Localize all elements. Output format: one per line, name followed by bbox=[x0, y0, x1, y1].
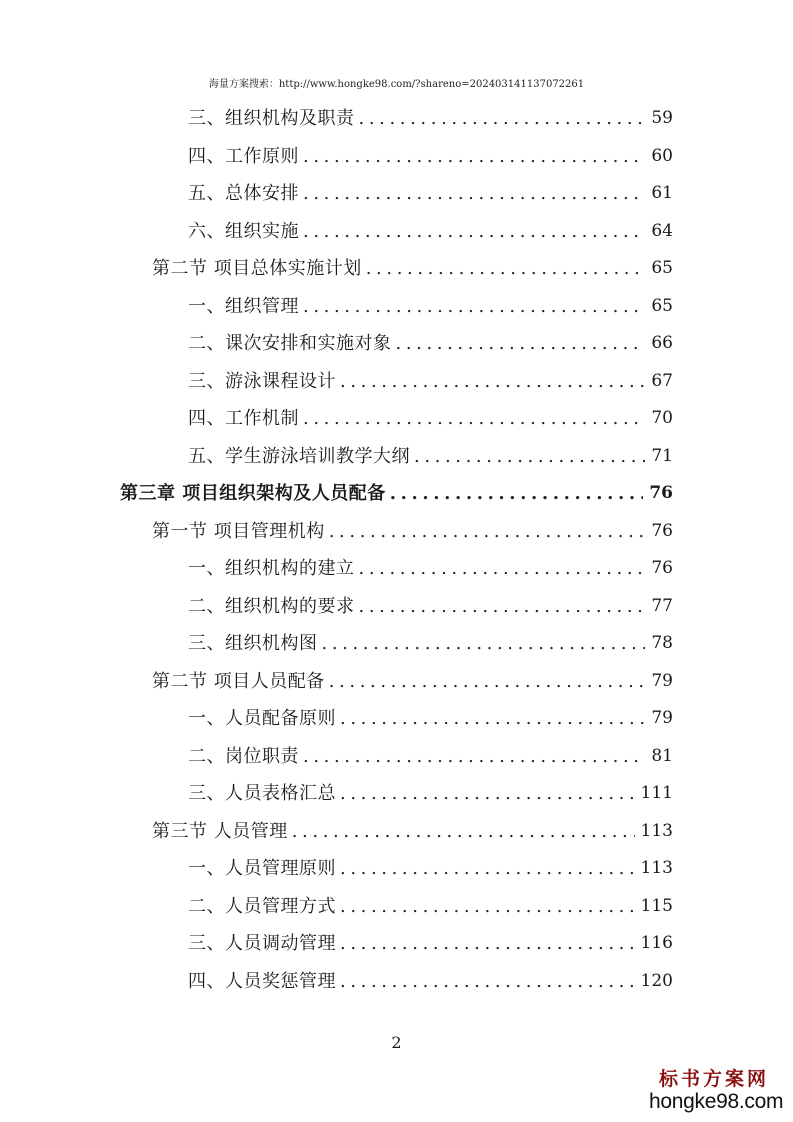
toc-dot-leader bbox=[340, 850, 635, 888]
toc-dot-leader bbox=[340, 363, 645, 401]
toc-entry[interactable] bbox=[188, 363, 673, 401]
header-search-note: 海量方案搜索：http://www.hongke98.com/?shareno=202403141137072261 bbox=[208, 79, 585, 90]
toc-entry[interactable] bbox=[120, 475, 673, 513]
toc-entry-label: 三、组织机构图 bbox=[188, 633, 318, 654]
toc-entry-page: 76 bbox=[649, 483, 673, 503]
toc-entry-page: 116 bbox=[640, 933, 673, 953]
toc-dot-leader bbox=[303, 738, 645, 776]
toc-dot-leader bbox=[329, 663, 646, 701]
toc-entry-label: 三、人员调动管理 bbox=[188, 933, 336, 954]
toc-entry-label: 第三章 项目组织架构及人员配备 bbox=[120, 483, 386, 504]
toc-dot-leader bbox=[340, 925, 635, 963]
toc-entry[interactable] bbox=[188, 213, 673, 251]
toc-entry-label: 四、人员奖惩管理 bbox=[188, 970, 336, 992]
toc-entry-label: 五、总体安排 bbox=[188, 183, 299, 204]
toc-entry-page: 61 bbox=[651, 183, 673, 203]
toc-entry-page: 76 bbox=[651, 558, 673, 578]
toc-entry-page: 81 bbox=[651, 745, 673, 766]
toc-dot-leader bbox=[414, 438, 645, 476]
toc-dot-leader bbox=[359, 550, 646, 588]
toc-entry-label: 一、人员配备原则 bbox=[188, 708, 336, 729]
toc-entry[interactable] bbox=[188, 850, 673, 888]
toc-entry-label: 三、游泳课程设计 bbox=[188, 370, 336, 392]
toc-dot-leader bbox=[329, 513, 646, 551]
toc-dot-leader bbox=[396, 325, 646, 363]
toc-entry[interactable] bbox=[152, 663, 673, 701]
toc-dot-leader bbox=[303, 138, 645, 176]
toc-entry-label: 三、组织机构及职责 bbox=[188, 108, 355, 129]
toc-entry-label: 第二节 项目总体实施计划 bbox=[152, 258, 362, 279]
toc-entry[interactable] bbox=[188, 963, 673, 1001]
toc-entry-page: 65 bbox=[651, 295, 673, 316]
toc-entry[interactable] bbox=[188, 888, 673, 926]
toc-entry[interactable] bbox=[188, 700, 673, 738]
toc-entry-page: 79 bbox=[651, 670, 673, 691]
toc-dot-leader bbox=[322, 625, 646, 663]
toc-entry[interactable] bbox=[188, 100, 673, 138]
toc-entry-label: 三、人员表格汇总 bbox=[188, 783, 336, 804]
toc-entry-page: 78 bbox=[651, 633, 673, 653]
toc-entry-label: 二、人员管理方式 bbox=[188, 895, 336, 917]
toc-entry-page: 115 bbox=[640, 895, 673, 916]
toc-entry[interactable] bbox=[188, 438, 673, 476]
toc-dot-leader bbox=[359, 100, 646, 138]
toc-entry-label: 第一节 项目管理机构 bbox=[152, 520, 325, 542]
toc-dot-leader bbox=[340, 775, 635, 813]
toc-entry-page: 59 bbox=[651, 108, 673, 128]
toc-entry-page: 66 bbox=[651, 333, 673, 353]
toc-entry[interactable] bbox=[152, 513, 673, 551]
toc-entry-label: 五、学生游泳培训教学大纲 bbox=[188, 445, 410, 467]
toc-entry-page: 111 bbox=[640, 783, 673, 803]
toc-entry-page: 65 bbox=[651, 258, 673, 278]
toc-entry-page: 71 bbox=[651, 445, 673, 466]
toc-entry-label: 一、组织机构的建立 bbox=[188, 558, 355, 579]
toc-entry-page: 79 bbox=[651, 708, 673, 728]
toc-entry[interactable] bbox=[188, 400, 673, 438]
toc-entry-label: 第三节 人员管理 bbox=[152, 820, 288, 842]
toc-entry-label: 一、组织管理 bbox=[188, 295, 299, 317]
toc-entry-page: 113 bbox=[640, 820, 673, 841]
toc-dot-leader bbox=[303, 288, 645, 326]
logo-title: 标书方案网 bbox=[658, 1068, 769, 1090]
site-logo-watermark bbox=[649, 1068, 784, 1114]
toc-entry-page: 120 bbox=[640, 970, 673, 991]
toc-entry[interactable] bbox=[188, 625, 673, 663]
toc-entry[interactable] bbox=[188, 925, 673, 963]
toc-entry-page: 64 bbox=[651, 220, 673, 241]
toc-entry-page: 77 bbox=[651, 595, 673, 616]
toc-entry[interactable] bbox=[188, 738, 673, 776]
toc-dot-leader bbox=[303, 400, 645, 438]
toc-entry-page: 60 bbox=[651, 145, 673, 166]
toc-dot-leader bbox=[359, 588, 646, 626]
toc-entry-label: 四、工作机制 bbox=[188, 408, 299, 429]
page-number: 2 bbox=[391, 1033, 402, 1052]
toc-entry-label: 六、组织实施 bbox=[188, 220, 299, 242]
toc-entry-page: 76 bbox=[651, 520, 673, 541]
toc-entry[interactable] bbox=[188, 175, 673, 213]
toc-entry[interactable] bbox=[188, 325, 673, 363]
toc-entry[interactable] bbox=[188, 550, 673, 588]
toc-dot-leader bbox=[366, 250, 646, 288]
toc-dot-leader bbox=[303, 213, 645, 251]
toc-entry[interactable] bbox=[188, 588, 673, 626]
toc-entry-page: 67 bbox=[651, 370, 673, 391]
toc-entry-page: 70 bbox=[651, 408, 673, 428]
toc-entry[interactable] bbox=[152, 813, 673, 851]
toc-entry-label: 二、岗位职责 bbox=[188, 745, 299, 767]
toc-entry[interactable] bbox=[188, 775, 673, 813]
toc-entry-label: 四、工作原则 bbox=[188, 145, 299, 167]
toc-entry[interactable] bbox=[188, 138, 673, 176]
toc-dot-leader bbox=[340, 700, 645, 738]
toc-dot-leader bbox=[303, 175, 645, 213]
toc-entry[interactable] bbox=[152, 250, 673, 288]
toc-entry-label: 第二节 项目人员配备 bbox=[152, 670, 325, 692]
toc-entry-label: 二、组织机构的要求 bbox=[188, 595, 355, 617]
logo-domain: hongke98.com bbox=[649, 1090, 784, 1113]
toc-entry-page: 113 bbox=[640, 858, 673, 878]
toc-entry-label: 二、课次安排和实施对象 bbox=[188, 333, 392, 354]
toc-dot-leader bbox=[390, 475, 644, 513]
toc-dot-leader bbox=[292, 813, 635, 851]
toc-entry-label: 一、人员管理原则 bbox=[188, 858, 336, 879]
toc-entry[interactable] bbox=[188, 288, 673, 326]
toc-dot-leader bbox=[340, 888, 635, 926]
toc-dot-leader bbox=[340, 963, 635, 1001]
